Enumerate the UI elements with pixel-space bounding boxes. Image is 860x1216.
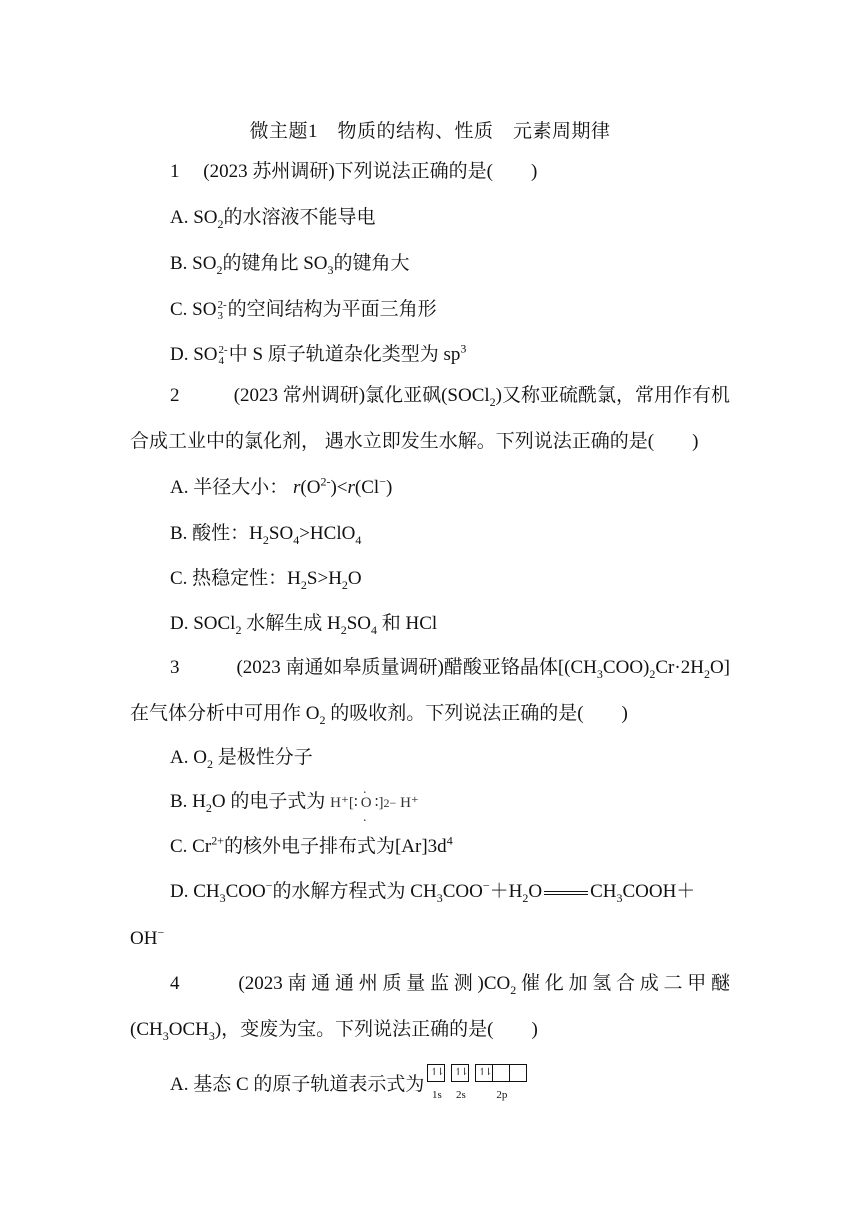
subscript: 4 xyxy=(371,622,377,637)
orbital-label: 1s xyxy=(432,1089,442,1101)
q2-option-d xyxy=(170,612,437,636)
option-text: O 的电子式为 xyxy=(211,791,326,812)
orbital-box xyxy=(492,1064,510,1082)
superscript: 2- xyxy=(320,474,331,489)
option-text: D. SO xyxy=(170,344,218,365)
subscript: 2 xyxy=(340,622,347,637)
option-text: A. SO xyxy=(170,207,218,228)
question-text xyxy=(234,384,730,408)
subscript: 3 xyxy=(219,890,226,905)
question-text: 下列说法正确的是( ) xyxy=(334,161,538,182)
text-run: )，变废为宝。下列说法正确的是( ) xyxy=(214,1019,538,1040)
q2-option-b xyxy=(170,522,361,546)
option-text: 的键角比 SO xyxy=(222,253,328,274)
text-run: CH xyxy=(590,881,617,902)
subscript: 3 xyxy=(596,666,603,681)
radius-symbol: r xyxy=(292,477,301,498)
q3-option-d-continued xyxy=(130,927,164,951)
subscript: 2 xyxy=(205,800,212,815)
subscript: 3 xyxy=(436,890,443,905)
orbital-boxes xyxy=(476,1064,527,1082)
subscript: 3 xyxy=(208,1028,215,1043)
q3-option-c xyxy=(170,835,453,859)
subscript: 2 xyxy=(300,577,307,592)
option-text: 和 HCl xyxy=(377,613,438,634)
subscript: 4 xyxy=(293,532,300,547)
q1-option-b xyxy=(170,252,410,276)
option-text: S>H xyxy=(306,568,342,589)
option-text: C. SO xyxy=(170,299,217,320)
q2-option-a xyxy=(170,476,392,500)
orbital-group xyxy=(452,1064,469,1107)
option-text: A. 基态 C 的原子轨道表示式为 xyxy=(170,1073,425,1095)
subscript: 2 xyxy=(522,890,529,905)
orbital-group xyxy=(476,1064,527,1107)
superscript: 2- xyxy=(218,343,228,356)
q2-option-c xyxy=(170,567,362,591)
option-text: (O xyxy=(300,477,321,498)
hydrogen-ion: H⁺ xyxy=(400,795,419,811)
question-2-stem-line-1 xyxy=(170,384,730,408)
text-run: D. CH xyxy=(170,881,220,902)
question-4-stem-line-2 xyxy=(130,1018,538,1042)
superscript: − xyxy=(379,474,386,489)
text-run: (2023 南 通 通 州 质 量 监 测 )CO xyxy=(238,973,511,994)
option-text: SO xyxy=(268,523,294,544)
text-run: 的水解方程式为 CH xyxy=(272,881,437,902)
option-text: 的核外电子排布式为[Ar]3d xyxy=(223,836,447,857)
bracket-left: [∶ xyxy=(348,795,358,811)
orbital-boxes xyxy=(428,1064,445,1082)
option-text: 的键角大 xyxy=(333,253,410,274)
q3-option-a xyxy=(170,746,313,770)
question-text xyxy=(236,656,730,680)
question-source: (2023 苏州调研) xyxy=(203,161,335,182)
option-text: >HClO xyxy=(299,523,356,544)
option-text: O xyxy=(347,568,362,589)
superscript: 2+ xyxy=(211,833,224,848)
superscript: − xyxy=(482,878,490,893)
question-3-stem-line-2 xyxy=(130,702,628,726)
q4-option-a xyxy=(170,1064,534,1107)
option-text: 的空间结构为平面三角形 xyxy=(227,299,437,320)
q1-option-c xyxy=(170,298,437,322)
subscript: 3 xyxy=(162,1028,169,1043)
superscript: − xyxy=(157,925,165,940)
text-run: ＋H xyxy=(489,881,523,902)
ion-charge xyxy=(219,345,228,367)
superscript: 4 xyxy=(446,833,453,848)
subscript: 2 xyxy=(703,666,710,681)
option-text: C. 热稳定性：H xyxy=(170,568,301,589)
orbital-diagram xyxy=(428,1064,534,1107)
option-text: 中 S 原子轨道杂化类型为 sp xyxy=(228,344,461,365)
option-text: )< xyxy=(330,477,348,498)
option-text: A. O xyxy=(170,747,207,768)
hydrogen-ion: H⁺ xyxy=(330,795,349,811)
option-text: B. 酸性：H xyxy=(170,523,263,544)
option-text: A. 半径大小： xyxy=(170,477,293,498)
equilibrium-sign xyxy=(544,891,588,895)
option-text xyxy=(170,880,695,904)
question-number: 1 xyxy=(170,161,180,182)
question-number: 3 xyxy=(170,657,180,678)
subscript: 2 xyxy=(510,982,517,997)
question-number: 4 xyxy=(170,973,180,994)
text-run: )又称亚硫酰氯，常用作有机 xyxy=(495,385,730,406)
question-number: 2 xyxy=(170,385,180,406)
subscript: 2 xyxy=(217,216,224,231)
q1-option-a xyxy=(170,206,376,230)
superscript: 3 xyxy=(460,341,467,356)
option-text: (Cl xyxy=(354,477,380,498)
question-1-stem xyxy=(170,160,537,184)
subscript: 3 xyxy=(616,890,623,905)
text-run: COO xyxy=(442,881,483,902)
text-run: O] xyxy=(709,657,730,678)
subscript: 4 xyxy=(355,532,362,547)
option-text: D. SOCl xyxy=(170,613,236,634)
option-text: C. Cr xyxy=(170,836,212,857)
subscript: 3 xyxy=(217,309,223,322)
question-2-stem-line-2: 合成工业中的氯化剂， 遇水立即发生水解。下列说法正确的是( ) xyxy=(130,431,699,452)
radius-symbol: r xyxy=(347,477,355,498)
question-text xyxy=(238,972,730,996)
bracket-right: ∶] xyxy=(374,795,384,811)
text-run: (2023 常州调研)氯化亚砜(SOCl xyxy=(233,385,490,406)
orbital-box xyxy=(509,1064,527,1082)
subscript: 2 xyxy=(235,622,242,637)
option-text: 是极性分子 xyxy=(212,747,313,768)
q3-option-d xyxy=(170,880,730,904)
text-run: (CH xyxy=(130,1019,163,1040)
subscript: 2 xyxy=(489,394,496,409)
text-run: OH xyxy=(130,928,158,949)
text-run: OCH xyxy=(168,1019,209,1040)
orbital-label: 2p xyxy=(496,1089,508,1101)
superscript: 2- xyxy=(217,298,227,311)
subscript: 3 xyxy=(327,262,334,277)
orbital-label: 2s xyxy=(456,1089,466,1101)
subscript: 2 xyxy=(319,712,326,727)
subscript: 2 xyxy=(206,756,213,771)
page-title: 微主题1 物质的结构、性质 元素周期律 xyxy=(249,121,611,142)
orbital-boxes xyxy=(452,1064,469,1082)
text-run: (2023 南通如皋质量调研)醋酸亚铬晶体[(CH xyxy=(236,657,597,678)
text-run: Cr·2H xyxy=(655,657,704,678)
superscript: − xyxy=(265,878,273,893)
text-run: COO) xyxy=(602,657,650,678)
question-4-stem-line-1 xyxy=(170,972,730,996)
question-3-stem-line-1 xyxy=(170,656,730,680)
text-run: COO xyxy=(225,881,266,902)
option-text: ) xyxy=(385,477,393,498)
option-text: SO xyxy=(346,613,371,634)
subscript: 2 xyxy=(262,532,269,547)
subscript: 4 xyxy=(218,354,225,367)
subscript: 2 xyxy=(216,262,223,277)
subscript: 2 xyxy=(649,666,656,681)
q3-option-b xyxy=(170,790,419,815)
text-run: COOH＋ xyxy=(622,881,696,902)
option-text: B. SO xyxy=(170,253,217,274)
electron-formula: H⁺ [∶ ․ O ․ ∶] 2− H⁺ xyxy=(330,791,419,815)
orbital-group xyxy=(428,1064,445,1107)
text-run: 在气体分析中可用作 O xyxy=(130,703,320,724)
orbital-box: ↿⇂ xyxy=(475,1064,493,1082)
option-text: 水解生成 H xyxy=(241,613,341,634)
orbital-box: ↿⇂ xyxy=(427,1064,445,1082)
option-text: B. H xyxy=(170,791,206,812)
text-run: O xyxy=(528,881,543,902)
orbital-box: ↿⇂ xyxy=(451,1064,469,1082)
q1-option-d xyxy=(170,343,466,367)
option-text: 的水溶液不能导电 xyxy=(223,207,376,228)
oxygen-atom: ․ O ․ xyxy=(361,791,372,815)
text-run: 催 化 加 氢 合 成 二 甲 醚 xyxy=(516,973,730,994)
text-run: 的吸收剂。下列说法正确的是( ) xyxy=(325,703,628,724)
subscript: 2 xyxy=(341,577,348,592)
ion-charge xyxy=(217,300,226,322)
